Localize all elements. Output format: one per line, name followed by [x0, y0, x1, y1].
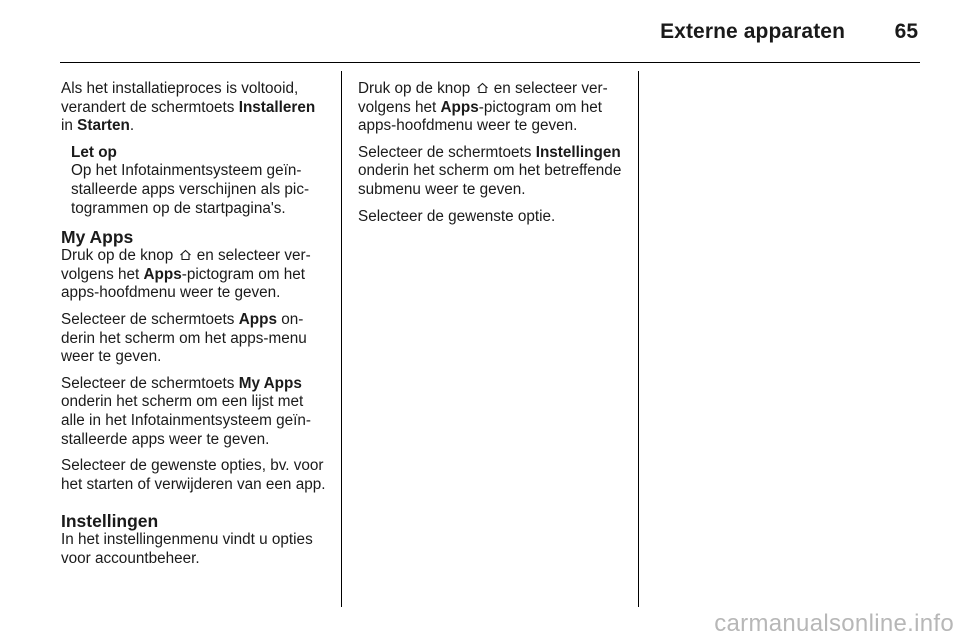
home-icon [476, 82, 489, 94]
note-box [71, 144, 331, 218]
page-title: Externe apparaten [660, 20, 845, 43]
column-divider-1 [341, 71, 342, 607]
column-divider-2 [638, 71, 639, 607]
note-text: Op het Infotainmentsysteem geïnstalleerde apps verschijnen als pictogrammen op de startpagina's. [71, 162, 310, 217]
paragraph-settings-2: Selecteer de schermtoets Instellingen onderin het scherm om het betreffende submenu weer te geven. [358, 143, 622, 198]
paragraph-settings-1: Druk op de knop en selecteer vervolgens het Apps-pictogram om het apps-hoofdmenu weer te geven. [358, 80, 608, 135]
column-left [61, 80, 331, 576]
start-button-label: Starten [77, 117, 130, 135]
paragraph-my-apps-2: Selecteer de schermtoets Apps onderin het scherm om het apps-menu weer te geven. [61, 310, 307, 366]
paragraph-my-apps-4: Selecteer de gewenste opties, bv. voor het starten of verwijderen van een app. [61, 457, 326, 493]
column-middle [358, 80, 628, 234]
note-title: Let op [71, 143, 117, 161]
page-header [0, 0, 960, 62]
heading-instellingen: Instellingen [61, 511, 159, 532]
paragraph-my-apps-1: Druk op de knop en selecteer vervolgens het Apps-pictogram om het apps-hoofdmenu weer te geven. [61, 247, 311, 302]
install-button-label: Installeren [238, 98, 316, 116]
paragraph-install-complete: Als het installatieproces is voltooid, verandert de schermtoets Installeren in Starten. [61, 80, 316, 135]
paragraph-settings-3: Selecteer de gewenste optie. [358, 207, 556, 225]
paragraph-my-apps-3: Selecteer de schermtoets My Apps onderin het scherm om een lijst met alle in het Infotainmentsysteem geïnstalleerde apps weer te geven. [61, 374, 312, 448]
paragraph-instellingen-1: In het instellingenmenu vindt u opties voor accountbeheer. [61, 531, 313, 567]
home-icon [179, 249, 192, 261]
heading-my-apps: My Apps [61, 227, 134, 248]
page-number: 65 [894, 20, 918, 43]
header-divider [60, 62, 920, 63]
watermark: carmanualsonline.info [714, 610, 954, 637]
